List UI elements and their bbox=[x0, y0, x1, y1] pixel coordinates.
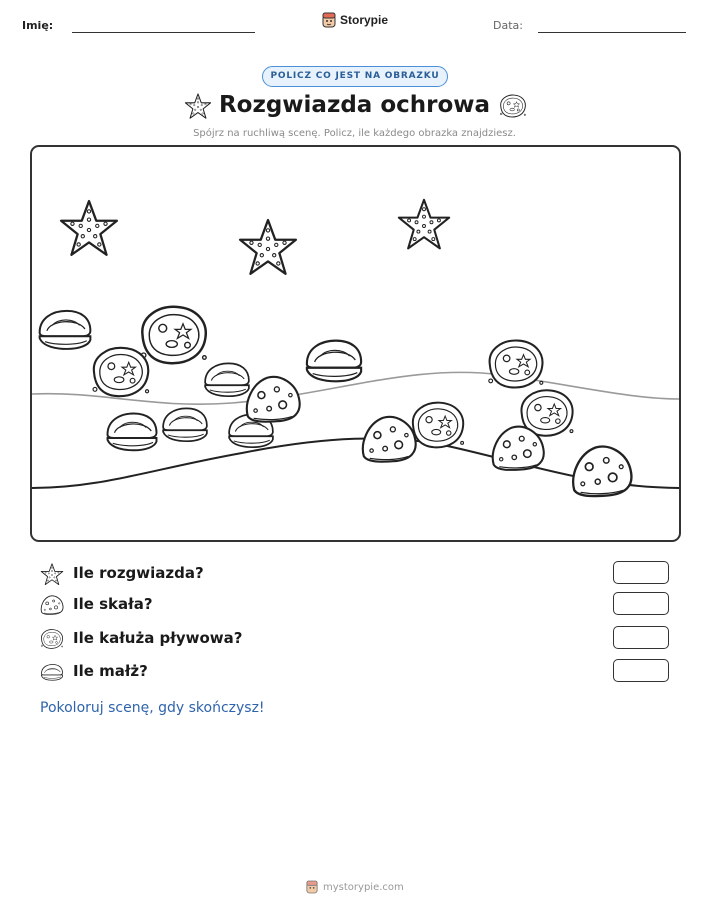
storypie-mascot-icon bbox=[306, 880, 318, 894]
scene-tide-pool bbox=[141, 307, 206, 363]
answer-box[interactable] bbox=[613, 592, 669, 615]
scene-tide-pool bbox=[412, 403, 463, 448]
date-label: Data: bbox=[493, 19, 523, 32]
footer bbox=[306, 880, 404, 894]
scene-starfish bbox=[61, 201, 117, 255]
tide-pool-icon bbox=[40, 628, 64, 650]
answer-box[interactable] bbox=[613, 659, 669, 682]
question-text: Ile małż? bbox=[73, 662, 148, 680]
scene-illustration bbox=[32, 147, 679, 540]
scene-rock bbox=[493, 427, 544, 470]
clam-icon bbox=[40, 661, 64, 683]
question-row bbox=[40, 659, 670, 685]
brand-name: Storypie bbox=[340, 13, 389, 27]
starfish-icon bbox=[40, 563, 64, 587]
scene-rock bbox=[247, 377, 300, 422]
footer-url[interactable]: mystorypie.com bbox=[323, 881, 404, 893]
scene-clam bbox=[40, 311, 91, 349]
question-row bbox=[40, 592, 670, 618]
brand-logo bbox=[322, 12, 388, 28]
scene-tide-pool bbox=[489, 340, 543, 387]
rock-icon bbox=[40, 594, 64, 616]
question-text: Ile rozgwiazda? bbox=[73, 564, 204, 582]
scene-rock bbox=[573, 447, 631, 496]
question-text: Ile kałuża pływowa? bbox=[73, 629, 243, 647]
scene-starfish bbox=[399, 200, 449, 249]
storypie-mascot-icon bbox=[322, 12, 336, 28]
answer-box[interactable] bbox=[613, 561, 669, 584]
date-line[interactable] bbox=[538, 32, 686, 33]
scene-tide-pool bbox=[93, 348, 149, 396]
scene-clam bbox=[108, 414, 157, 451]
scene-clam bbox=[205, 363, 249, 396]
scene-clam bbox=[307, 341, 361, 382]
activity-badge: POLICZ CO JEST NA OBRAZKU bbox=[262, 66, 448, 87]
instructions: Spójrz na ruchliwą scenę. Policz, ile każdego obrazka znajdziesz. bbox=[193, 128, 516, 139]
question-text: Ile skała? bbox=[73, 595, 153, 613]
scene-starfish bbox=[240, 220, 296, 274]
name-label: Imię: bbox=[22, 19, 54, 32]
tide-pool-icon bbox=[499, 93, 527, 119]
page-title: Rozgwiazda ochrowa bbox=[218, 92, 491, 118]
question-row bbox=[40, 626, 670, 652]
question-row bbox=[40, 561, 670, 587]
answer-box[interactable] bbox=[613, 626, 669, 649]
scene-clam bbox=[163, 408, 207, 441]
scene-rock bbox=[363, 417, 416, 462]
name-line[interactable] bbox=[72, 32, 255, 33]
counting-scene bbox=[30, 145, 681, 542]
coloring-note: Pokoloruj scenę, gdy skończysz! bbox=[40, 700, 265, 716]
